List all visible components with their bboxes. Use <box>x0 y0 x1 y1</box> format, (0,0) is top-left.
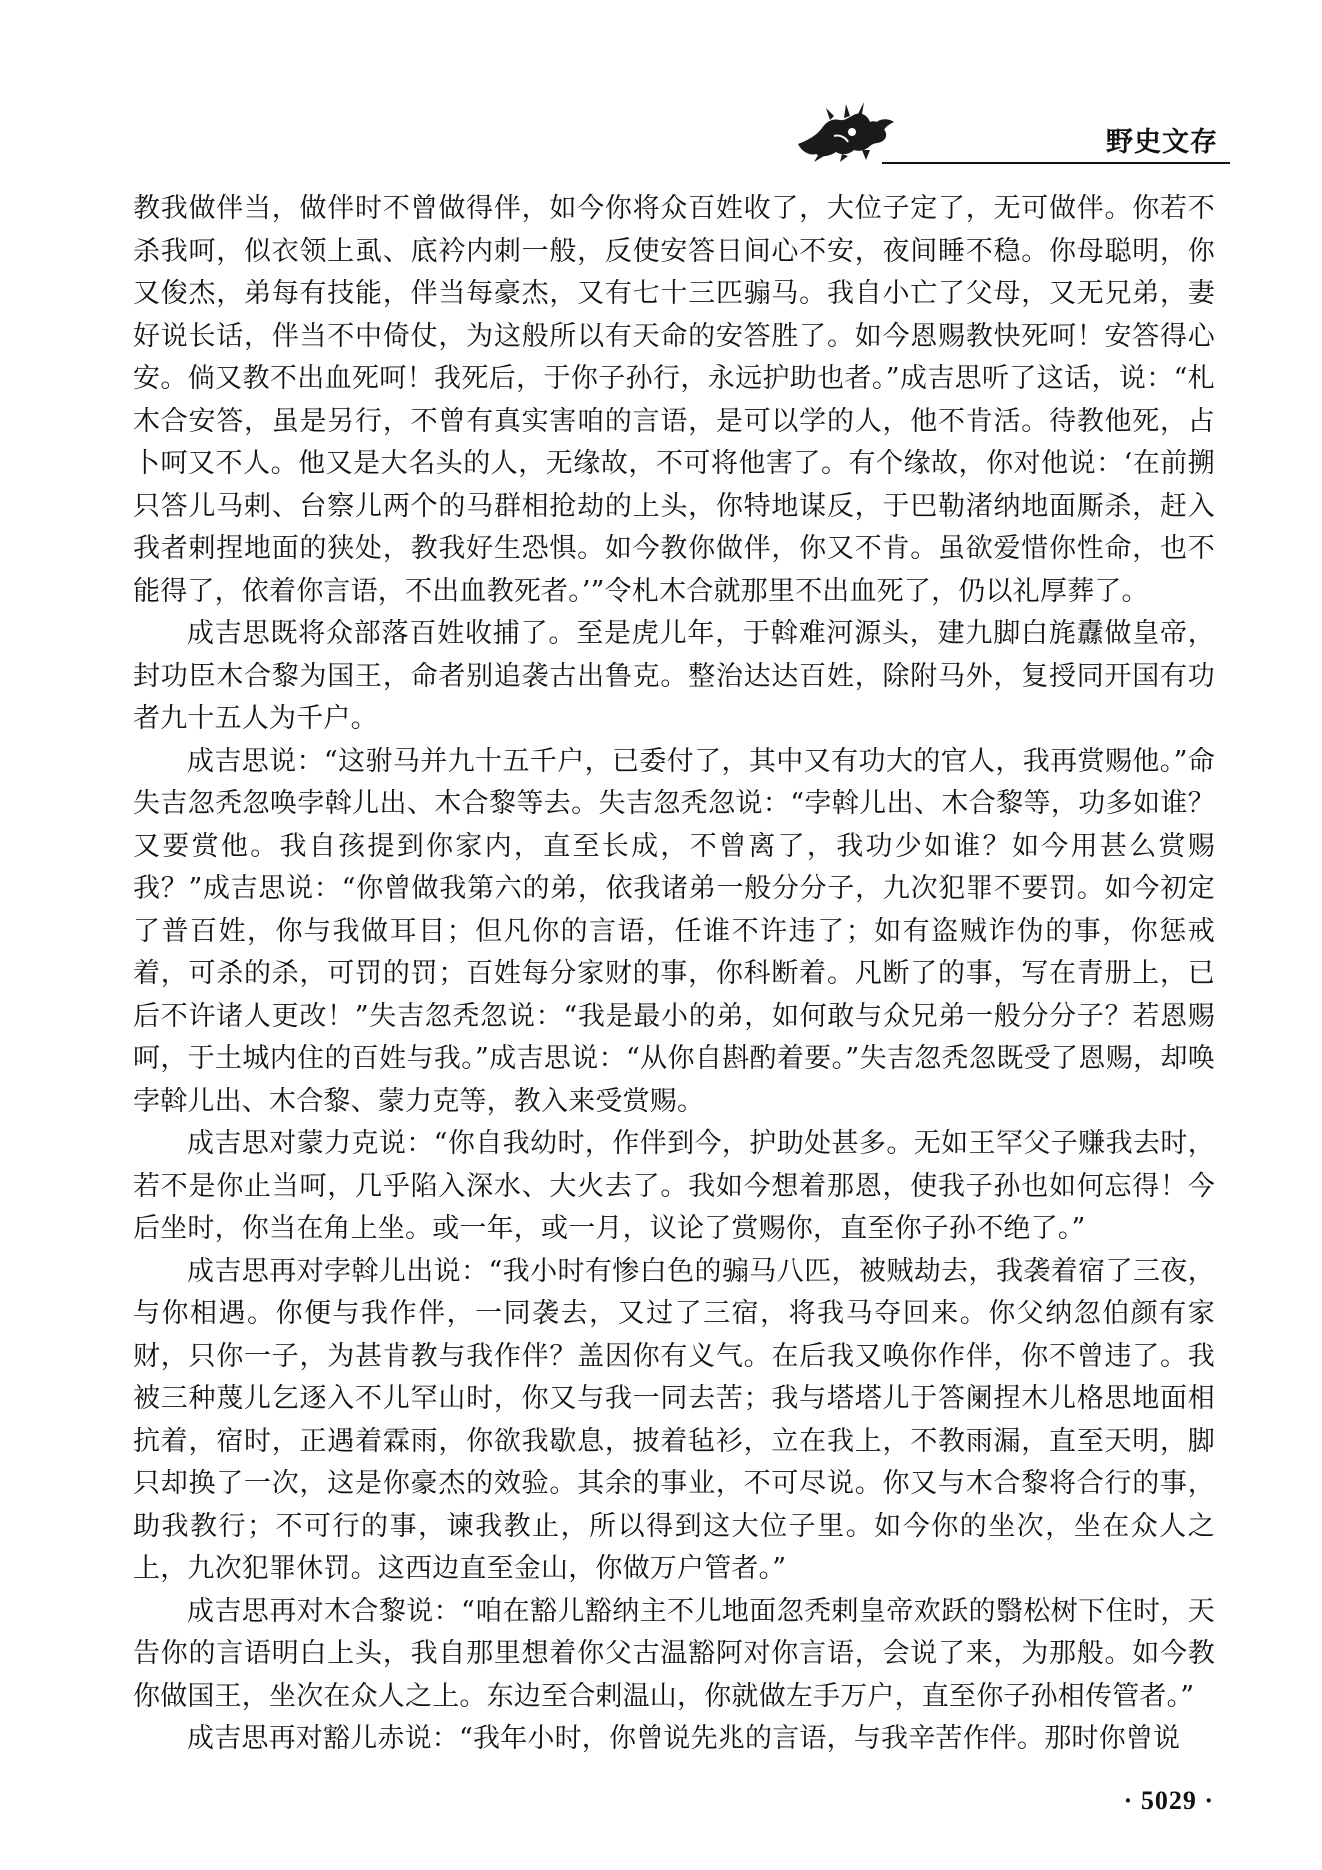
running-header <box>790 100 1230 164</box>
header-divider <box>882 162 1230 164</box>
header-title: 野史文存 <box>1106 127 1218 158</box>
paragraph: 成吉思对蒙力克说：“你自我幼时，作伴到今，护助处甚多。无如王罕父子赚我去时，若不是你止当呵，几乎陷入深水、大火去了。我如今想着那恩，使我子孙也如何忘得！今后坐时，你当在角上坐。或一年，或一月，议论了赏赐你，直至你子孙不绝了。” <box>133 1128 1215 1244</box>
paragraph: 成吉思再对木合黎说：“咱在豁儿豁纳主不儿地面忽秃剌皇帝欢跃的翳松树下住时，天告你的言语明白上头，我自那里想着你父古温豁阿对你言语，会说了来，为那般。如今教你做国王，坐次在众人之上。东边至合剌温山，你就做左手万户，直至你子孙相传管者。” <box>133 1595 1215 1712</box>
paragraph: 成吉思说：“这驸马并九十五千户，已委付了，其中又有功大的官人，我再赏赐他。”命失吉忽秃忽唤孛斡儿出、木合黎等去。失吉忽秃忽说：“孛斡儿出、木合黎等，功多如谁？又要赏他。我自孩提到你家内，直至长成，不曾离了，我功少如谁？如今用甚么赏赐我？”成吉思说：“你曾做我第六的弟，依我诸弟一般分分子，九次犯罪不要罚。如今初定了普百姓，你与我做耳目；但凡你的言语，任谁不许违了；如有盗贼诈伪的事，你惩戒着，可杀的杀，可罚的罚；百姓每分家财的事，你科断着。凡断了的事，写在青册上，已后不许诸人更改！”失吉忽秃忽说：“我是最小的弟，如何敢与众兄弟一般分分子？若恩赐呵，于土城内住的百姓与我。”成吉思说：“从你自斟酌着要。”失吉忽秃忽既受了恩赐，却唤孛斡儿出、木合黎、蒙力克等，教入来受赏赐。 <box>133 745 1215 1117</box>
paragraph: 成吉思既将众部落百姓收捕了。至是虎儿年，于斡难河源头，建九脚白旄纛做皇帝，封功臣木合黎为国王，命者别追袭古出鲁克。整治达达百姓，除附马外，复授同开国有功者九十五人为千户。 <box>133 618 1215 734</box>
page-number: · 5029 · <box>1123 1786 1214 1815</box>
paragraph: 成吉思再对孛斡儿出说：“我小时有惨白色的骟马八匹，被贼劫去，我袭着宿了三夜，与你相遇。你便与我作伴，一同袭去，又过了三宿，将我马夺回来。你父纳忽伯颜有家财，只你一子，为甚肯教与我作伴？盖因你有义气。在后我又唤你作伴，你不曾违了。我被三种蔑儿乞逐入不儿罕山时，你又与我一同去苦；我与塔塔儿于答阑捏木儿格思地面相抗着，宿时，正遇着霖雨，你欲我歇息，披着毡衫，立在我上，不教雨漏，直至天明，脚只却换了一次，这是你豪杰的效验。其余的事业，不可尽说。你又与木合黎将合行的事，助我教行；不可行的事，谏我教止，所以得到这大位子里。如今你的坐次，坐在众人之上，九次犯罪休罚。这西边直至金山，你做万户管者。” <box>133 1255 1215 1584</box>
body-text <box>133 188 1215 1761</box>
dragon-horse-emblem-icon <box>790 100 900 162</box>
paragraph: 成吉思再对豁儿赤说：“我年小时，你曾说先兆的言语，与我辛苦作伴。那时你曾说 <box>187 1723 1181 1754</box>
paragraph: 教我做伴当，做伴时不曾做得伴，如今你将众百姓收了，大位子定了，无可做伴。你若不杀我呵，似衣领上虱、底衿内刺一般，反使安答日间心不安，夜间睡不稳。你母聪明，你又俊杰，弟每有技能，伴当每豪杰，又有七十三匹骟马。我自小亡了父母，又无兄弟，妻好说长话，伴当不中倚仗，为这般所以有天命的安答胜了。如今恩赐教快死呵！安答得心安。倘又教不出血死呵！我死后，于你子孙行，永远护助也者。”成吉思听了这话，说：“札木合安答，虽是另行，不曾有真实害咱的言语，是可以学的人，他不肯活。待教他死，占卜呵又不人。他又是大名头的人，无缘故，不可将他害了。有个缘故，你对他说：‘在前搠只答儿马剌、台察儿两个的马群相抢劫的上头，你特地谋反，于巴勒渚纳地面厮杀，赶入我者剌捏地面的狭处，教我好生恐惧。如今教你做伴，你又不肯。虽欲爱惜你性命，也不能得了，依着你言语，不出血教死者。’”令札木合就那里不出血死了，仍以礼厚葬了。 <box>133 193 1215 607</box>
